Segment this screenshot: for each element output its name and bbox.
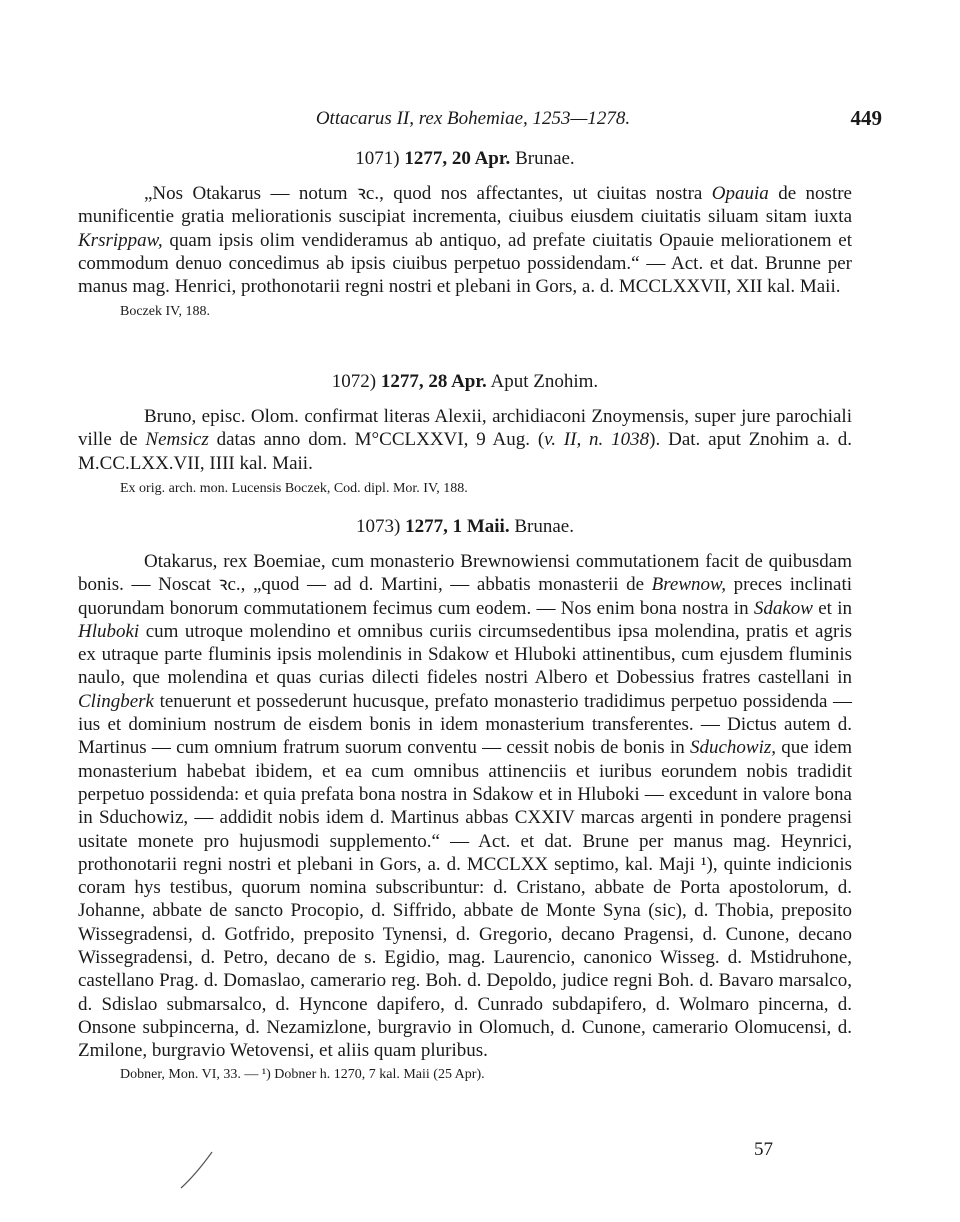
entry-date: 1277, 20 Apr. <box>404 148 511 169</box>
entry-number: 1072) <box>331 371 377 392</box>
running-title: Ottacarus II, rex Bohemiae, 1253—1278. <box>315 108 631 129</box>
entry-source: Boczek IV, 188. <box>120 304 210 320</box>
entry-1071 <box>78 146 852 322</box>
footnote: Dobner, Mon. VI, 33. — ¹) Dobner h. 1270, 7 kal. Maii (25 Apr). <box>120 1066 485 1082</box>
pen-stroke-mark <box>178 1150 214 1190</box>
entry-date: 1277, 28 Apr. <box>380 371 487 392</box>
entry-text: „Nos Otakarus — notum ꝛc., quod nos affectantes, ut ciuitas nostra Opauia de nostre munificentie gratia meliorationis suscipiat incrementa, ciuibus eiusdem ciuitatis siluam sitam iuxta Krsrippaw, quam ipsis olim vendideramus ab antiquo, ad prefate ciuitatis Opauie meliorationem et commodum denuo concedimus ab ipsis ciuibus perpetuo possidendam.“ — Act. et dat. Brunne per manus mag. Henrici, prothonotarii regni nostri et plebani in Gors, a. d. MCCLXXVII, XII kal. Maii. <box>78 183 852 298</box>
entry-heading <box>78 514 852 540</box>
entry-heading <box>78 369 852 395</box>
entry-number: 1073) <box>356 516 401 537</box>
running-head <box>0 104 960 134</box>
entry-date: 1277, 1 Maii. <box>405 516 510 537</box>
entry-heading <box>78 146 852 172</box>
entry-place: Brunae. <box>514 516 574 537</box>
entry-text: Otakarus, rex Boemiae, cum monasterio Brewnowiensi commutationem facit de quibusdam bonis. — Noscat ꝛc., „quod — ad d. Martini, — abbatis monasterii de Brewnow, preces inclinati quorundam bonorum commutationem fecimus cum eodem. — Nos enim bona nostra in Sdakow et in Hluboki cum utroque molendino et omnibus curiis circumsedentibus ipsa molendina, pratis et agris ex utraque parte fluminis ipsis molendinis in Sdakow et Hluboki attinentibus, cum ejusdem fluminis naulo, que molendina et quas curias dilecti fideles nostri Albero et Dobessius fratres castellani in Clingberk tenuerunt et possederunt hucusque, prefato monasterio tradidimus perpetuo possidenda — ius et dominium nostrum de eisdem bonis in idem monasterium transferentes. — Dictus autem d. Martinus — cum omnium fratrum suorum conventu — cessit nobis de bonis in Sduchowiz, que idem monasterium habebat ibidem, et ea cum omnibus attinenciis et iuribus eorundem nobis tradidit perpetuo possidenda: et quia prefata bona nostra in Sdakow et in Hluboki — excedunt in valore bona in Sduchowiz, — addidit nobis idem d. Martinus abbas CXXIV marcas argenti in pondere pragensi usitate monete pro hujusmodi supplemento.“ — Act. et dat. Brune per manus mag. Heynrici, prothonotarii regni nostri et plebani in Gors, a. d. MCCLXX septimo, kal. Maji ¹), quinte indicionis coram hys testibus, quorum nomina subscribuntur: d. Cristano, abbate de Porta apostolorum, d. Johanne, abbate de sancto Procopio, d. Siffrido, abbate de Monte Syna (sic), d. Thobia, preposito Wissegradensi, d. Gotfrido, preposito Tynensi, d. Gregorio, decano Pragensi, d. Cunone, decano Wissegradensi, d. Petro, decano de s. Egidio, mag. Laurencio, canonico Wisseg. d. Mstidruhone, castellano Prag. d. Domaslao, camerario reg. Boh. d. Depoldo, judice regni Boh. d. Bavaro marsalco, d. Sdislao submarsalco, d. Hyncone dapifero, d. Cunrado subdapifero, d. Wolmaro pincerna, d. Onsone subpincerna, d. Nezamizlone, burgravio in Olomuch, d. Cunone, camerario Olomucensi, d. Zmilone, burgravio Wetovensi, et aliis quam pluribus. <box>78 551 853 1062</box>
entry-1072 <box>78 369 852 499</box>
signature-number: 57 <box>754 1139 773 1160</box>
entry-place: Aput Znohim. <box>490 371 599 392</box>
entry-place: Brunae. <box>515 148 575 169</box>
entry-1073 <box>78 514 852 1085</box>
entry-text: Bruno, episc. Olom. confirmat literas Alexii, archidiaconi Znoymensis, super jure parochiali ville de Nemsicz datas anno dom. M°CCLXXVI, 9 Aug. (v. II, n. 1038). Dat. aput Znohim a. d. M.CC.LXX.VII, IIII kal. Maii. <box>78 406 853 474</box>
page-number: 449 <box>850 106 882 130</box>
entry-number: 1071) <box>355 148 400 169</box>
entry-source: Ex orig. arch. mon. Lucensis Boczek, Cod. dipl. Mor. IV, 188. <box>120 480 468 496</box>
